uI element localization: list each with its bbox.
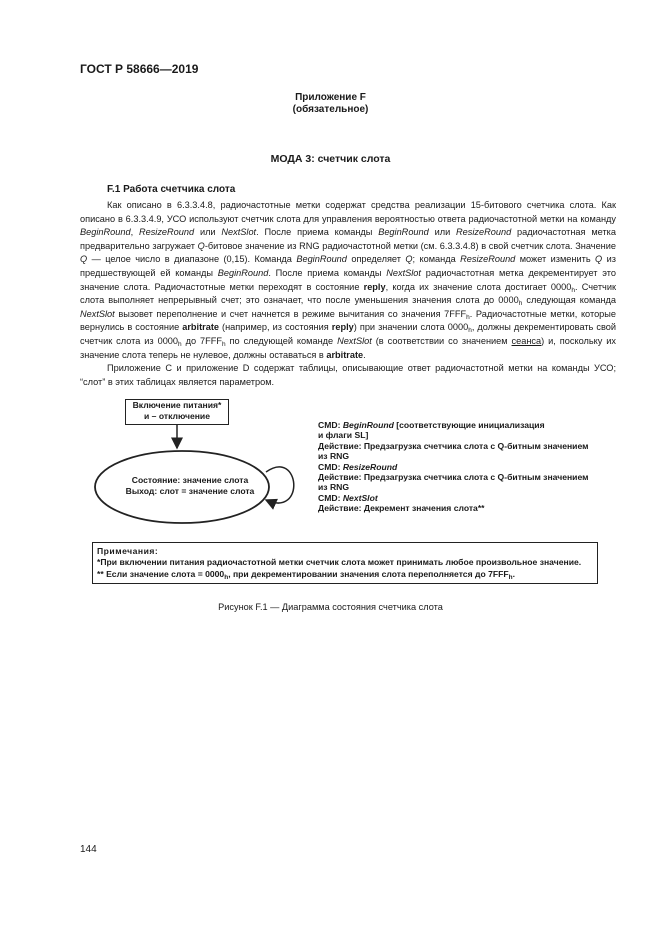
section-heading [107,184,235,195]
appendix-subtitle: (обязательное) [292,104,369,115]
document-code: ГОСТ Р 58666—2019 [80,62,199,76]
section-title: Работа счетчика слота [123,184,236,195]
note-1: *При включении питания радиочастотной метки счетчик слота может принимать любое произвольное значение. [97,557,582,568]
figure-caption: Рисунок F.1 — Диаграмма состояния счетчика слота [218,602,443,612]
note-2: ** Если значение слота = $0000_h$, при декрементировании значения слота переполняется до $7FFF_h$. [97,568,515,581]
page-number: 144 [80,844,97,855]
state-label: Состояние: значение слота Выход: слот = значение слота [125,475,255,496]
power-box: Включение питания* и – отключение [125,399,229,425]
command-list: CMD: BeginRound [соответствующие инициализация и флаги SL] Действие: Предзагрузка счетчика слота с Q-битным значением из RNG CMD: ResizeRound Действие: Предзагрузка счетчика слота с Q-битным значением из RNG CMD: NextSlot Действие: Декремент значения слота** [318,420,589,514]
paragraph-2: Приложение C и приложение D содержат таблицы, описывающие ответ радиочастотной метки на команды УСО; “слот” в этих таблицах является параметром. [80,363,616,387]
main-title: МОДА 3: счетчик слота [270,153,391,165]
notes-title: Примечания: [97,546,159,556]
appendix-title: Приложение F [295,92,366,103]
notes-box [92,542,598,584]
paragraph-1: Как описано в 6.3.3.4.8, радиочастотные метки содержат средства реализации 15-битового счетчика слота. Как описано в 6.3.3.4.9, УСО используют счетчик слота для управления вероятностью ответа радиочастотной метки на команду BeginRound, ResizeRound или NextSlot. После приема команды BeginRound или ResizeRound радиочастотная метка предварительно загружает Q-битовое значение из RNG радиочастотной метки (см. 6.3.3.4.8) в свой счетчик слота. Значение Q — целое число в диапазоне (0,15). Команда BeginRound определяет Q; команда ResizeRound может изменить Q из предшествующей ей команды BeginRound. После приема команды NextSlot радиочастотная метка декрементирует это значение слота. Радиочастотные метки переходят в состояние reply, когда их значение слота достигает $0000_h$. Счетчик слота выполняет непрерывный счет; это означает, что после уменьшения значения слота до $0000_h$ следующая команда NextSlot вызовет переполнение и счет начнется в режиме вычитания со значения $7FFF_h$. Радиочастотные метки, которые вернулись в состояние arbitrate (например, из состояния reply) при значении слота $0000_h$, должны декрементировать свой счетчик слота из $0000_h$ до $7FFF_h$ по следующей команде NextSlot (в соответствии со значением сеанса) и, поскольку их значение слота теперь не нулевое, должны оставаться в arbitrate. [80,200,617,360]
section-number: F.1 [107,184,121,195]
